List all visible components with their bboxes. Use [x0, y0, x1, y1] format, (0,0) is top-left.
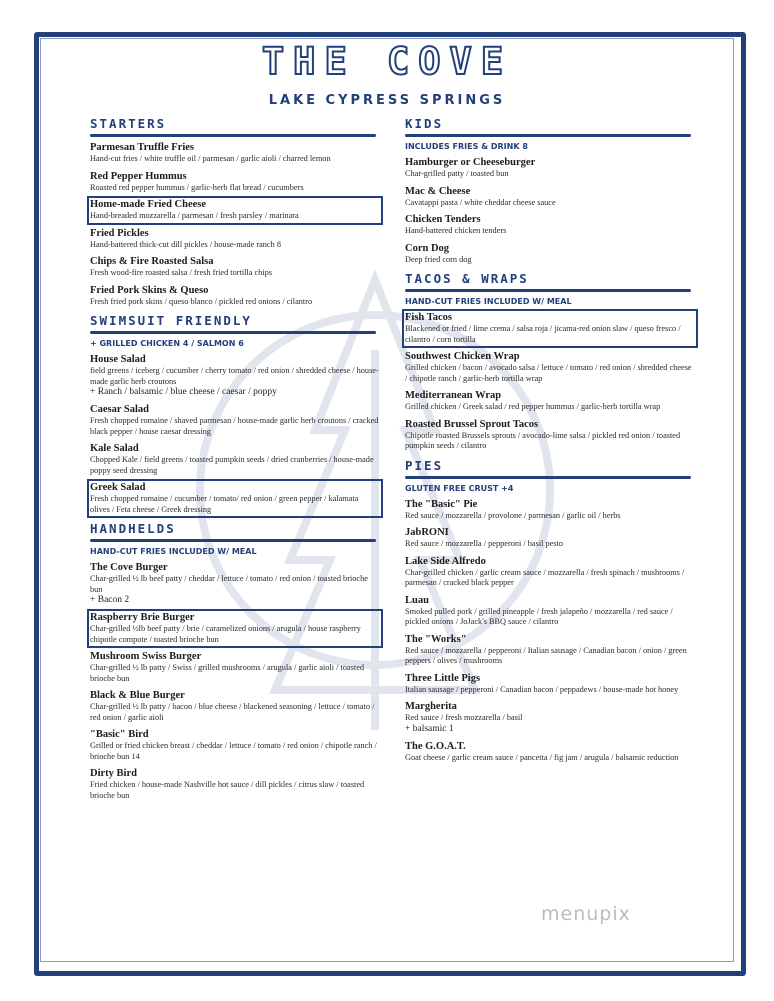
item-description: Hand-battered thick-cut dill pickles / house-made ranch 8 — [90, 239, 281, 249]
item-description: Fried chicken / house-made Nashville hot sauce / dill pickles / citrus slaw / toasted brioche bun — [90, 780, 365, 800]
item-name: The G.O.A.T. — [405, 740, 466, 752]
item-name: Fried Pork Skins & Queso — [90, 284, 209, 296]
item-name: Greek Salad — [90, 482, 146, 493]
menu-item — [405, 701, 695, 735]
menu-item — [90, 256, 380, 279]
section-note: INCLUDES FRIES & DRINK 8 — [405, 142, 528, 151]
section-rule — [90, 134, 376, 137]
item-name: Southwest Chicken Wrap — [405, 351, 520, 362]
item-addon: + Bacon 2 — [90, 595, 130, 605]
item-name: Dirty Bird — [90, 768, 137, 779]
section-heading: SWIMSUIT FRIENDLY — [90, 313, 252, 328]
item-name: Raspberry Brie Burger — [90, 612, 195, 623]
item-name: The Cove Burger — [90, 562, 168, 573]
item-description: Grilled or fried chicken breast / cheddar / lettuce / tomato / red onion / chipotle ranch / brioche bun 14 — [90, 741, 377, 761]
item-name: Mushroom Swiss Burger — [90, 651, 202, 662]
item-description: Blackened or fried / lime crema / salsa roja / jicama-red onion slaw / queso fresco / cilantro / corn tortilla — [405, 324, 681, 344]
item-name: Lake Side Alfredo — [405, 555, 486, 567]
menu-section — [405, 271, 695, 452]
item-name: Hamburger or Cheeseburger — [405, 157, 536, 168]
item-name: Chips & Fire Roasted Salsa — [90, 256, 214, 267]
menu-item — [405, 556, 695, 589]
menu-item — [90, 171, 380, 194]
watermark: menupix — [541, 903, 631, 925]
item-name: Chicken Tenders — [405, 214, 481, 225]
menu-item — [405, 741, 695, 764]
section-heading: HANDHELDS — [90, 521, 176, 536]
menu-item — [405, 527, 695, 550]
item-addon: + Ranch / balsamic / blue cheese / caesar / poppy — [90, 387, 277, 397]
item-description: Grilled chicken / Greek salad / red pepper hummus / garlic-herb tortilla wrap — [405, 402, 661, 411]
menu-item — [405, 157, 695, 180]
item-name: JabRONI — [405, 527, 449, 538]
section-note: HAND-CUT FRIES INCLUDED W/ MEAL — [90, 547, 257, 556]
restaurant-location: LAKE CYPRESS SPRINGS — [268, 93, 506, 108]
item-description: Fresh wood-fire roasted salsa / fresh fried tortilla chips — [90, 268, 273, 277]
menu-item — [405, 214, 695, 237]
item-description: Italian sausage / pepperoni / Canadian bacon / peppadews / house-made hot honey — [405, 684, 679, 694]
item-description: Hand-cut fries / white truffle oil / parmesan / garlic aioli / charred lemon — [90, 154, 331, 163]
section-rule — [405, 476, 691, 479]
section-rule — [405, 289, 691, 292]
item-description: Hand-breaded mozzarella / parmesan / fresh parsley / marinara — [90, 211, 299, 220]
menu-item — [90, 651, 380, 684]
item-name: Fried Pickles — [90, 227, 149, 239]
item-name: Margherita — [405, 701, 457, 712]
right-column — [405, 116, 695, 769]
item-name: Roasted Brussel Sprout Tacos — [405, 418, 539, 430]
section-heading: PIES — [405, 457, 444, 473]
section-rule — [90, 539, 376, 542]
item-name: Mac & Cheese — [405, 185, 471, 197]
menu-item — [405, 351, 695, 384]
item-name: Kale Salad — [90, 443, 139, 454]
section-note: GLUTEN FREE CRUST +4 — [405, 483, 514, 493]
left-column — [90, 116, 380, 807]
section-note: + GRILLED CHICKEN 4 / SALMON 6 — [90, 339, 244, 348]
menu-item — [405, 499, 695, 522]
item-description: Fresh chopped romaine / shaved parmesan / house-made garlic herb croutons / cracked black pepper / house caesar dressing — [90, 416, 379, 436]
menu-item — [405, 186, 695, 209]
menu-section — [90, 313, 380, 515]
item-name: Mediterranean Wrap — [405, 390, 502, 401]
menu-item — [90, 199, 380, 222]
item-description: field greens / iceberg / cucumber / cherry tomato / red onion / shredded cheese / house-made garlic herb croutons — [90, 366, 379, 386]
menu-section — [90, 521, 380, 801]
section-heading: TACOS & WRAPS — [405, 271, 529, 286]
menu-item — [405, 419, 695, 452]
section-heading: KIDS — [405, 116, 444, 131]
section-rule — [405, 134, 691, 137]
item-description: Smoked pulled pork / grilled pineapple / fresh jalapeño / mozzarella / red sauce / pickled onions / JoJack's BBQ sauce / cilantro — [405, 606, 673, 626]
menu-item — [90, 690, 380, 723]
item-name: Parmesan Truffle Fries — [90, 142, 195, 153]
item-name: Red Pepper Hummus — [90, 170, 187, 182]
menu-section — [90, 116, 380, 307]
menu-item — [90, 562, 380, 606]
item-description: Red sauce / mozzarella / pepperoni / basil pesto — [405, 539, 564, 548]
menu-item — [405, 312, 695, 345]
menu-item — [90, 612, 380, 645]
item-description: Char-grilled ½ lb beef patty / cheddar / lettuce / tomato / red onion / toasted brioche bun — [90, 574, 368, 594]
item-description: Char-grilled ½ lb patty / Swiss / grilled mushrooms / arugula / garlic aioli / toasted brioche bun — [90, 663, 365, 683]
item-description: Red sauce / mozzarella / pepperoni / Italian sausage / Canadian bacon / onion / green peppers / olives / mushrooms — [405, 645, 687, 665]
menu-section — [405, 458, 695, 764]
item-name: Fish Tacos — [405, 312, 452, 323]
item-addon: + balsamic 1 — [405, 723, 454, 734]
item-name: "Basic" Bird — [90, 729, 149, 740]
menu-item — [405, 243, 695, 266]
item-description: Char-grilled ½ lb patty / bacon / blue cheese / blackened seasoning / lettuce / tomato / red onion / garlic aioli — [90, 702, 375, 722]
item-name: House Salad — [90, 354, 146, 365]
menu-item — [90, 482, 380, 515]
restaurant-title: THE COVE — [261, 40, 513, 83]
section-rule — [90, 331, 376, 334]
item-description: Chopped Kale / field greens / toasted pumpkin seeds / dried cranberries / house-made poppy seed dressing — [90, 455, 374, 475]
item-description: Fresh fried pork skins / queso blanco / pickled red onions / cilantro — [90, 296, 313, 306]
item-description: Red sauce / fresh mozzarella / basil — [405, 713, 523, 722]
menu-item — [90, 142, 380, 165]
item-description: Grilled chicken / bacon / avocado salsa / lettuce / tomato / red onion / shredded cheese / chipotle ranch / garlic-herb tortilla wrap — [405, 363, 692, 383]
menu-item — [90, 354, 380, 398]
menu-item — [90, 404, 380, 437]
item-description: Char-grilled ½lb beef patty / brie / caramelized onions / arugula / house raspberry chipotle compote / toasted brioche bun — [90, 624, 361, 644]
item-name: Luau — [405, 594, 429, 606]
item-description: Roasted red pepper hummus / garlic-herb flat bread / cucumbers — [90, 182, 304, 192]
item-name: Black & Blue Burger — [90, 690, 185, 701]
item-description: Fresh chopped romaine / cucumber / tomato/ red onion / green pepper / kalamata olives / Feta cheese / Greek dressing — [90, 494, 359, 514]
item-description: Red sauce / mozzarella / provolone / parmesan / garlic oil / herbs — [405, 510, 621, 520]
menu-item — [405, 595, 695, 628]
item-name: Caesar Salad — [90, 404, 150, 415]
menu-item — [90, 285, 380, 308]
menu-item — [90, 443, 380, 476]
item-description: Cavatappi pasta / white cheddar cheese sauce — [405, 197, 556, 207]
menu-item — [90, 228, 380, 251]
item-name: Home-made Fried Cheese — [90, 199, 207, 210]
item-name: Corn Dog — [405, 242, 450, 254]
item-name: The "Works" — [405, 633, 467, 645]
item-description: Deep fried corn dog — [405, 254, 472, 264]
item-description: Char-grilled chicken / garlic cream sauce / mozzarella / fresh spinach / mushrooms / parmesan / cracked black pepper — [405, 567, 685, 587]
item-description: Chipotle roasted Brussels sprouts / avocado-lime salsa / pickled red onion / toasted pumpkin seeds / cilantro — [405, 430, 681, 450]
section-note: HAND-CUT FRIES INCLUDED W/ MEAL — [405, 297, 572, 306]
menu-item — [90, 729, 380, 762]
menu-item — [90, 768, 380, 801]
item-description: Hand-battered chicken tenders — [405, 226, 507, 235]
item-name: The "Basic" Pie — [405, 498, 478, 510]
menu-item — [405, 390, 695, 413]
menu-section — [405, 116, 695, 265]
menu-item — [405, 634, 695, 667]
section-heading: STARTERS — [90, 116, 167, 131]
item-description: Char-grilled patty / toasted bun — [405, 169, 509, 178]
item-description: Goat cheese / garlic cream sauce / pancetta / fig jam / arugula / balsamic reduction — [405, 752, 679, 762]
item-name: Three Little Pigs — [405, 672, 481, 684]
menu-item — [405, 673, 695, 696]
